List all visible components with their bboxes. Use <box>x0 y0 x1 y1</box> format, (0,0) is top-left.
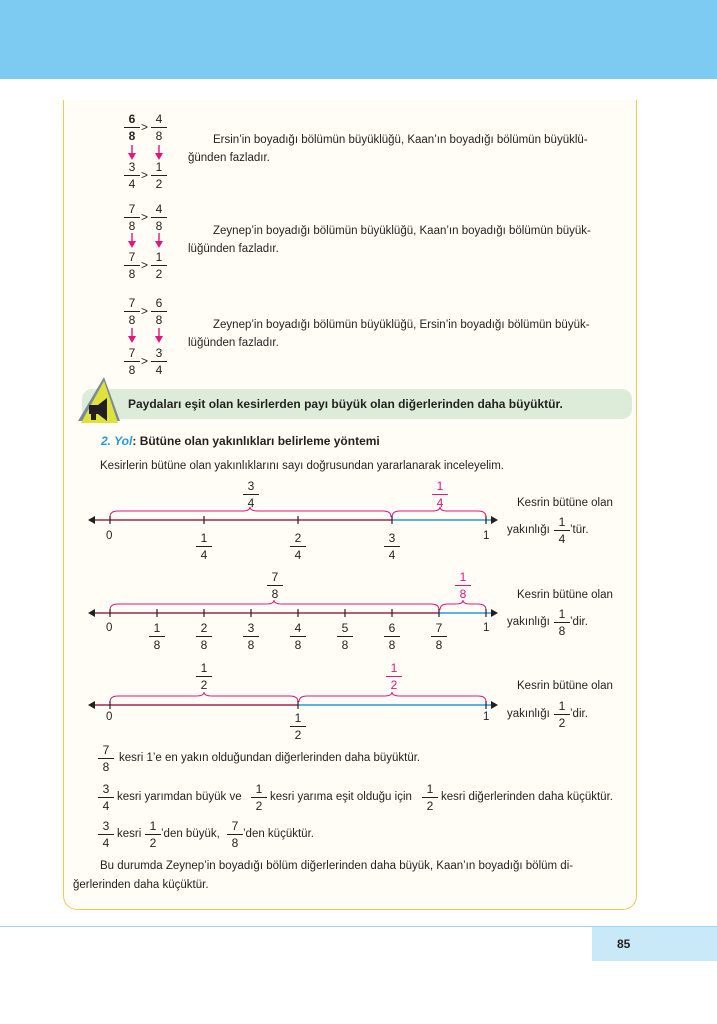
tick-label-zero: 0 <box>106 711 113 723</box>
numerator: 7 <box>128 202 136 216</box>
numerator: 1 <box>149 819 157 833</box>
numerator: 6 <box>388 621 396 635</box>
numerator: 2 <box>200 621 208 635</box>
fraction <box>98 782 114 813</box>
arrow-down-icon <box>127 233 137 249</box>
greater-than-sign: > <box>141 168 149 182</box>
brace-label <box>386 661 402 692</box>
section-intro: Kesirlerin bütüne olan yakınlıklarını sayı doğrusundan yararlanarak inceleyelim. <box>100 460 504 472</box>
tick-label <box>196 621 212 652</box>
numerator: 1 <box>436 479 444 493</box>
fraction <box>124 112 140 143</box>
denominator: 2 <box>155 267 163 281</box>
page-number-box <box>592 927 717 961</box>
tick-label <box>196 531 212 562</box>
fraction <box>151 250 167 281</box>
numerator: 1 <box>153 621 161 635</box>
numerator: 4 <box>155 202 163 216</box>
denominator: 2 <box>200 678 208 692</box>
greater-than-sign: > <box>141 120 149 134</box>
fraction <box>151 160 167 191</box>
arrow-down-icon <box>127 145 137 161</box>
numerator: 1 <box>155 160 163 174</box>
conclusion-text: kesri 1’e en yakın olduğundan diğerlerinden daha büyüktür. <box>119 752 421 764</box>
page-number: 85 <box>617 937 631 951</box>
tick-label-one: 1 <box>483 622 490 634</box>
tick-label <box>290 711 306 742</box>
numerator: 1 <box>459 570 467 584</box>
conclusion-text: kesri yarımdan büyük ve <box>117 791 242 803</box>
numerator: 7 <box>128 346 136 360</box>
section-title: : Bütüne olan yakınlıkları belirleme yöntemi <box>132 434 380 448</box>
fraction <box>227 819 243 850</box>
fraction <box>98 819 114 850</box>
numerator: 3 <box>247 621 255 635</box>
numerator: 1 <box>558 699 566 713</box>
arrow-down-icon <box>127 328 137 344</box>
numerator: 3 <box>388 531 396 545</box>
header-band <box>0 0 717 79</box>
final-paragraph: ğerlerinden daha küçüktür. <box>73 879 209 891</box>
closeness-fraction <box>554 699 570 730</box>
tick-label <box>290 621 306 652</box>
denominator: 2 <box>426 799 434 813</box>
denominator: 8 <box>200 638 208 652</box>
numerator: 6 <box>155 296 163 310</box>
fraction <box>124 160 140 191</box>
conclusion-text: ’den büyük, <box>161 828 220 840</box>
tick-label <box>337 621 353 652</box>
tick-label <box>243 621 259 652</box>
closeness-suffix: ’tür. <box>570 524 589 536</box>
denominator: 8 <box>128 129 136 143</box>
closeness-text: yakınlığı <box>507 616 550 628</box>
closeness-suffix: ’dir. <box>570 708 588 720</box>
comparison-text: Zeynep’in boyadığı bölümün büyüklüğü, Kaan’ın boyadığı bölümün büyük- <box>213 225 591 237</box>
fraction <box>151 346 167 377</box>
fraction <box>98 743 114 774</box>
denominator: 2 <box>294 728 302 742</box>
comparison-text: lüğünden fazladır. <box>188 337 279 349</box>
numerator: 1 <box>200 531 208 545</box>
brace-label <box>196 661 212 692</box>
conclusion-text: kesri yarıma eşit olduğu için <box>270 791 412 803</box>
greater-than-sign: > <box>141 210 149 224</box>
tick-label <box>384 621 400 652</box>
denominator: 8 <box>388 638 396 652</box>
numerator: 3 <box>128 160 136 174</box>
denominator: 8 <box>459 587 467 601</box>
numerator: 1 <box>294 711 302 725</box>
fraction <box>151 202 167 233</box>
denominator: 8 <box>128 313 136 327</box>
denominator: 8 <box>155 129 163 143</box>
denominator: 8 <box>271 587 279 601</box>
denominator: 4 <box>155 363 163 377</box>
denominator: 8 <box>435 638 443 652</box>
numerator: 7 <box>102 743 110 757</box>
conclusion-text: kesri <box>117 828 142 840</box>
denominator: 8 <box>128 219 136 233</box>
denominator: 8 <box>341 638 349 652</box>
brace-label <box>455 570 471 601</box>
numerator: 1 <box>558 515 566 529</box>
tick-label <box>384 531 400 562</box>
numerator: 1 <box>558 607 566 621</box>
denominator: 8 <box>155 313 163 327</box>
numerator: 6 <box>128 112 136 126</box>
closeness-suffix: ’dir. <box>570 616 588 628</box>
denominator: 8 <box>155 219 163 233</box>
numerator: 4 <box>294 621 302 635</box>
denominator: 4 <box>128 177 136 191</box>
closeness-text: yakınlığı <box>507 708 550 720</box>
comparison-text: Ersin’in boyadığı bölümün büyüklüğü, Kaan’ın boyadığı bölümün büyüklü- <box>213 134 588 146</box>
fraction <box>124 346 140 377</box>
numerator: 7 <box>435 621 443 635</box>
denominator: 2 <box>255 799 263 813</box>
denominator: 4 <box>247 496 255 510</box>
denominator: 8 <box>231 836 239 850</box>
denominator: 2 <box>558 716 566 730</box>
numerator: 1 <box>426 782 434 796</box>
denominator: 4 <box>102 799 110 813</box>
denominator: 8 <box>102 760 110 774</box>
denominator: 8 <box>153 638 161 652</box>
numerator: 7 <box>271 570 279 584</box>
numerator: 7 <box>128 250 136 264</box>
brace-label <box>267 570 283 601</box>
greater-than-sign: > <box>141 304 149 318</box>
denominator: 4 <box>102 836 110 850</box>
arrow-down-icon <box>154 145 164 161</box>
closeness-text: Kesrin bütüne olan <box>517 497 613 509</box>
denominator: 8 <box>128 267 136 281</box>
tick-label-zero: 0 <box>106 622 113 634</box>
denominator: 4 <box>558 532 566 546</box>
denominator: 2 <box>149 836 157 850</box>
numerator: 3 <box>155 346 163 360</box>
arrow-down-icon <box>154 328 164 344</box>
tick-label-one: 1 <box>483 711 490 723</box>
closeness-text: yakınlığı <box>507 524 550 536</box>
denominator: 4 <box>294 548 302 562</box>
fraction <box>124 296 140 327</box>
closeness-fraction <box>554 607 570 638</box>
numerator: 3 <box>102 782 110 796</box>
tick-label <box>431 621 447 652</box>
fraction <box>251 782 267 813</box>
denominator: 8 <box>247 638 255 652</box>
fraction <box>124 250 140 281</box>
denominator: 2 <box>390 678 398 692</box>
fraction <box>124 202 140 233</box>
numerator: 4 <box>155 112 163 126</box>
tick-label-one: 1 <box>483 530 490 542</box>
tick-label-zero: 0 <box>106 530 113 542</box>
comparison-text: Zeynep’in boyadığı bölümün büyüklüğü, Ersin’in boyadığı bölümün büyük- <box>213 319 590 331</box>
tick-label <box>290 531 306 562</box>
closeness-fraction <box>554 515 570 546</box>
numerator: 2 <box>294 531 302 545</box>
fraction <box>422 782 438 813</box>
numerator: 7 <box>231 819 239 833</box>
numerator: 1 <box>155 250 163 264</box>
numerator: 1 <box>255 782 263 796</box>
section-heading <box>101 434 380 448</box>
denominator: 4 <box>436 496 444 510</box>
tick-label <box>149 621 165 652</box>
greater-than-sign: > <box>141 258 149 272</box>
brace-label <box>243 479 259 510</box>
numerator: 3 <box>247 479 255 493</box>
numerator: 5 <box>341 621 349 635</box>
comparison-text: lüğünden fazladır. <box>188 243 279 255</box>
fraction <box>151 296 167 327</box>
denominator: 8 <box>558 624 566 638</box>
conclusion-text: ’den küçüktür. <box>243 828 314 840</box>
final-paragraph: Bu durumda Zeynep’in boyadığı bölüm diğerlerinden daha büyük, Kaan’ın boyadığı bölüm di- <box>100 860 574 872</box>
megaphone-icon <box>74 375 122 427</box>
numerator: 3 <box>102 819 110 833</box>
denominator: 2 <box>155 177 163 191</box>
denominator: 8 <box>294 638 302 652</box>
info-text: Paydaları eşit olan kesirlerden payı büyük olan diğerlerinden daha büyüktür. <box>128 397 563 411</box>
numerator: 7 <box>128 296 136 310</box>
brace-label <box>432 479 448 510</box>
closeness-text: Kesrin bütüne olan <box>517 589 613 601</box>
denominator: 4 <box>388 548 396 562</box>
fraction <box>145 819 161 850</box>
denominator: 4 <box>200 548 208 562</box>
numerator: 1 <box>200 661 208 675</box>
conclusion-text: kesri diğerlerinden daha küçüktür. <box>441 791 613 803</box>
denominator: 8 <box>128 363 136 377</box>
closeness-text: Kesrin bütüne olan <box>517 680 613 692</box>
greater-than-sign: > <box>141 354 149 368</box>
section-number: 2. Yol <box>101 434 133 448</box>
numerator: 1 <box>390 661 398 675</box>
arrow-down-icon <box>154 233 164 249</box>
comparison-text: ğünden fazladır. <box>188 152 270 164</box>
fraction <box>151 112 167 143</box>
